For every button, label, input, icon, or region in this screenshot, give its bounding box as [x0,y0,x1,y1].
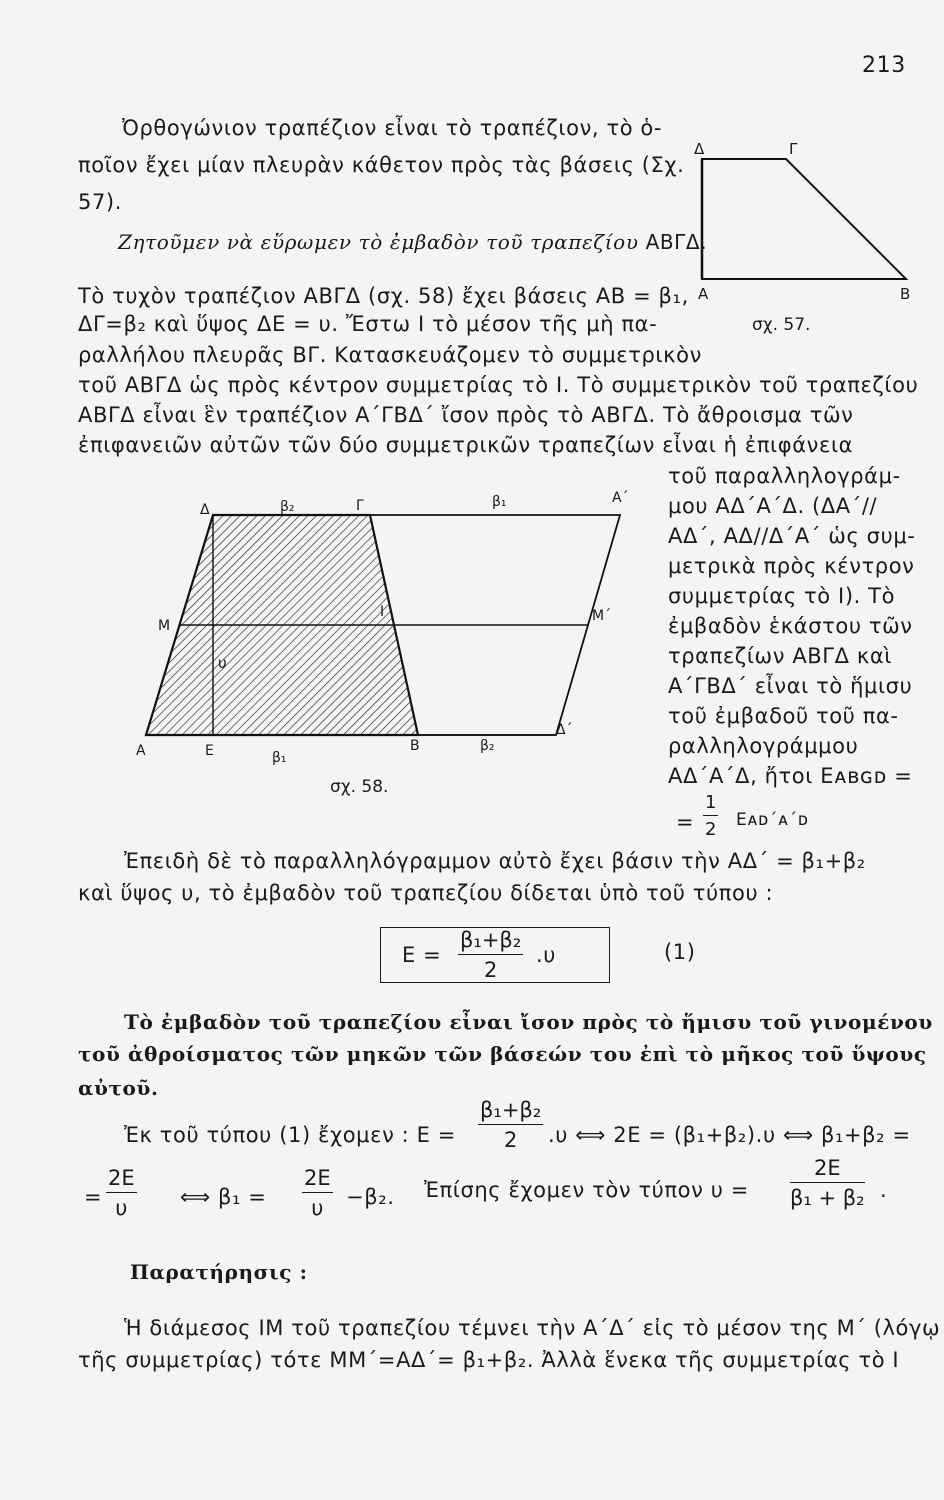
remark-title: Παρατήρησις : [130,1260,308,1284]
remark-line-1: Ἡ διάμεσος ΙΜ τοῦ τραπεζίου τέμνει τὴν Α΄Δ΄ εἰς τὸ μέσον της Μ΄ (λόγῳ [124,1316,941,1340]
page-number: 213 [862,53,906,78]
p2-line-1: Τὸ τυχὸν τραπέζιον ΑΒΓΔ (σχ. 58) ἔχει βάσεις ΑΒ = β₁, [78,284,689,308]
side-half-den: 2 [705,819,717,840]
fig58-label-b1-top: β₁ [492,494,507,510]
section-heading-name: ΑΒΓΔ. [645,230,708,254]
figure-58 [136,490,629,797]
fig58-label-b: Β [410,738,420,754]
remark-line-2: τῆς συμμετρίας) τότε ΜΜ΄=ΑΔ΄= β₁+β₂. Ἀλλὰ ἕνεκα τῆς συμμετρίας τὸ Ι [78,1348,900,1372]
fig58-label-u: υ [218,654,227,672]
figure-57 [694,140,910,335]
fig57-trapezoid [702,159,906,279]
side-line-9: τοῦ ἐμβαδοῦ τοῦ πα- [668,704,899,728]
fig58-label-gamma: Γ [356,498,364,514]
deriv-eq2: = [84,1185,103,1209]
side-line-7: τραπεζίων ΑΒΓΔ καὶ [668,644,892,668]
deriv-also: Ἐπίσης ἔχομεν τὸν τύπον υ = [424,1178,749,1202]
deriv-den-3: υ [311,1196,324,1220]
fig58-label-a: Α [136,743,146,759]
side-line-1: τοῦ παραλληλογράμ- [668,464,901,488]
deriv-minus: −β₂. [346,1185,395,1209]
deriv-dot: . [880,1178,888,1202]
p3-line-2: καὶ ὕψος υ, τὸ ἐμβαδὸν τοῦ τραπεζίου δίδεται ὑπὸ τοῦ τύπου : [78,881,774,905]
fig58-label-a-prime: Α΄ [612,490,629,506]
side-line-10: ραλληλογράμμου [668,734,859,758]
formula-lhs: E = [402,943,442,967]
deriv-num-3: 2E [302,1168,333,1193]
deriv-den-4: β₁ + β₂ [790,1186,865,1210]
fig58-label-b2-top: β₂ [280,499,295,515]
deriv-num-4: 2E [790,1158,865,1183]
formula-tail: .υ [536,943,557,967]
deriv-num-2: 2E [106,1168,137,1193]
fig58-label-delta: Δ [200,502,210,518]
deriv-rest: .υ ⟺ 2E = (β₁+β₂).υ ⟺ β₁+β₂ = [548,1123,911,1147]
fig58-label-d-prime: Δ΄ [556,722,573,738]
p1-line-1: Ὀρθογώνιον τραπέζιον εἶναι τὸ τραπέζιον, τὸ ὁ- [122,116,663,140]
formula-label: (1) [664,940,696,964]
fig58-label-m-prime: Μ΄ [592,608,612,624]
section-heading-italic: Ζητοῦμεν νὰ εὕρωμεν τὸ ἐμβαδὸν τοῦ τραπεζίου [118,230,639,254]
formula-num: β₁+β₂ [458,930,523,955]
side-line-5: συμμετρίας τὸ Ι). Τὸ [668,584,896,608]
deriv-iff: ⟺ β₁ = [180,1185,267,1209]
fig57-label-delta: Δ [694,140,705,158]
side-half-num: 1 [703,794,718,816]
deriv-den-2: υ [115,1196,128,1220]
fig58-label-i: Ι [380,604,385,620]
fig58-caption: σχ. 58. [330,777,389,797]
deriv-prefix: Ἐκ τοῦ τύπου (1) ἔχομεν : E = [124,1123,456,1147]
fig58-label-e: Ε [205,743,214,759]
rule-line-2: τοῦ ἀθροίσματος τῶν μηκῶν τῶν βάσεών του ἐπὶ τὸ μῆκος τοῦ ὕψους [78,1042,927,1066]
p2-line-2: ΔΓ=β₂ καὶ ὕψος ΔΕ = υ. Ἔστω Ι τὸ μέσον τῆς μὴ πα- [78,312,658,336]
side-line-11: ΑΔ΄Α΄Δ, ἤτοι Eᴀʙɢᴅ = [668,764,913,788]
side-line-8: Α΄ΓΒΔ΄ εἶναι τὸ ἥμισυ [668,674,913,698]
p2-line-6: ἐπιφανειῶν αὐτῶν τῶν δύο συμμετρικῶν τραπεζίων εἶναι ἡ ἐπιφάνεια [78,433,854,457]
fig58-label-m: Μ [158,618,171,634]
p2-line-4: τοῦ ΑΒΓΔ ὡς πρὸς κέντρον συμμετρίας τὸ Ι. Τὸ συμμετρικὸν τοῦ τραπεζίου [78,373,919,397]
fig57-label-b: Β [900,285,911,303]
p2-line-3: ραλλήλου πλευρᾶς ΒΓ. Κατασκευάζομεν τὸ συμμετρικὸν [78,343,702,367]
p2-line-5: ΑΒΓΔ εἶναι ἓν τραπέζιον Α΄ΓΒΔ΄ ἴσον πρὸς τὸ ΑΒΓΔ. Τὸ ἄθροισμα τῶν [78,403,854,427]
p1-line-2: ποῖον ἔχει μίαν πλευρὰν κάθετον πρὸς τὰς βάσεις (Σχ. [78,153,685,177]
fig57-label-a: Α [698,285,709,303]
p3-line-1: Ἐπειδὴ δὲ τὸ παραλληλόγραμμον αὐτὸ ἔχει βάσιν τὴν ΑΔ΄ = β₁+β₂ [124,849,866,873]
deriv-num-1: β₁+β₂ [478,1100,543,1125]
side-line-2: μου ΑΔ΄Α΄Δ. (ΔΑ΄// [668,494,878,518]
side-eq: = [676,810,695,834]
fig57-label-gamma: Γ [789,140,798,158]
fig58-label-b1-bottom: β₁ [272,750,287,766]
deriv-den-1: 2 [503,1128,518,1152]
side-line-4: μετρικὰ πρὸς κέντρον [668,554,915,578]
side-e-parallelogram: Eᴀᴅ΄ᴀ΄ᴅ [736,810,809,830]
side-line-6: ἐμβαδὸν ἑκάστου τῶν [668,614,913,638]
fig58-label-b2-bottom: β₂ [480,738,495,754]
formula-den: 2 [483,958,498,982]
rule-line-1: Τὸ ἐμβαδὸν τοῦ τραπεζίου εἶναι ἴσον πρὸς τὸ ἥμισυ τοῦ γινομένου [124,1010,933,1034]
fig57-caption: σχ. 57. [752,315,811,335]
side-line-3: ΑΔ΄, ΑΔ//Δ΄Α΄ ὡς συμ- [668,524,916,548]
rule-line-3: αὐτοῦ. [78,1076,159,1100]
p1-line-3: 57). [78,190,122,214]
